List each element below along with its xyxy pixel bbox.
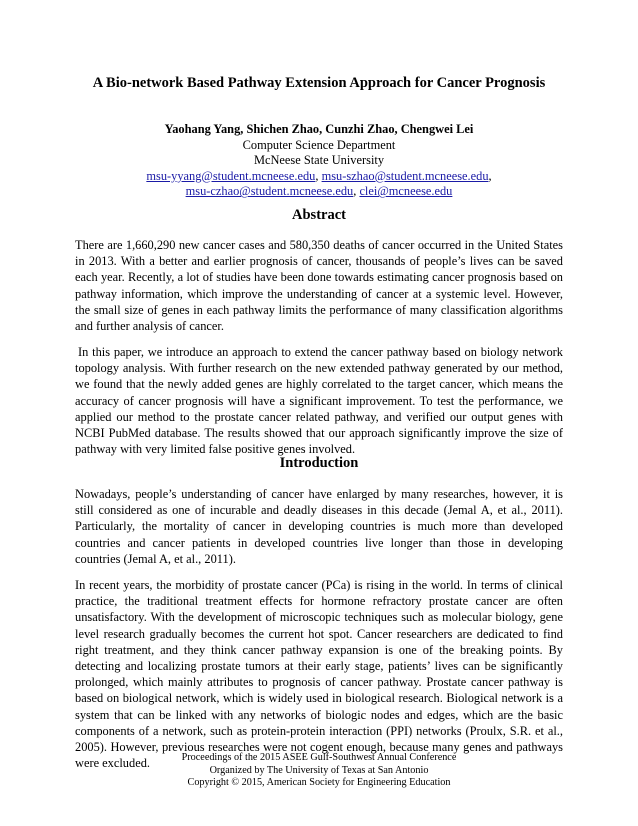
introduction-paragraph: Nowadays, people’s understanding of cancer have enlarged by many researches, however, it is still considered as one of incurable and deadly diseases in this decade (Jemal A, et al., 2011). Particularly, the mortality of cancer in developing countries is much more than developed countries and cancer patients in developed countries live longer than those in developing countries (Jemal A, et al., 2011).: [75, 487, 563, 566]
paper-title: A Bio-network Based Pathway Extension Approach for Cancer Prognosis: [92, 75, 546, 91]
abstract-paragraph: In this paper, we introduce an approach to extend the cancer pathway based on biology network topology analysis. With further research on the new extended pathway generated by our method, we found that the newly added genes are highly correlated to the target cancer, which means the accuracy of cancer prognosis will have a significant improvement. To test the performance, we applied our method to the prostate cancer related pathway, and verified our output genes with NCBI PubMed database. The results showed that our approach significantly improve the size of pathway with very limited false positive genes involved.: [75, 345, 563, 457]
department: Computer Science Department: [242, 137, 396, 152]
email-link[interactable]: msu-szhao@student.mcneese.edu: [321, 168, 489, 183]
email-line-1: msu-yyang@student.mcneese.edu, msu-szhao@student.mcneese.edu,: [146, 168, 492, 183]
author-block: [0, 122, 638, 200]
footer-organizer: Organized by The University of Texas at San Antonio: [209, 764, 429, 776]
footer-copyright: Copyright © 2015, American Society for Engineering Education: [187, 777, 451, 789]
email-line-2: msu-czhao@student.mcneese.edu, clei@mcneese.edu: [185, 184, 453, 199]
introduction-paragraph: In recent years, the morbidity of prostate cancer (PCa) is rising in the world. In terms of clinical practice, the traditional treatment effects for hormone refractory prostate cancer are often unsatisfactory. With the development of microscopic techniques such as molecular biology, gene level research gradually becomes the current hot spot. Cancer researchers are dedicated to find right treatment, and they think cancer pathway expansion is one of the breaking points. By detecting and localizing prostate tumors at their early stage, patients’ lives can be significantly prolonged, which mainly attributes to prognosis of cancer pathway. Prostate cancer pathway is based on biological network, which is widely used in biological research. Biological network is a system that can be linked with any networks of biologic nodes and edges, which are the basic components of a network, such as protein-protein interaction (PPI) networks (Proulx, S.R. et al., 2005). However, previous researches were not cogent enough, because many genes and pathways were excluded.: [75, 578, 563, 771]
abstract-paragraph: There are 1,660,290 new cancer cases and 580,350 deaths of cancer occurred in the United States in 2013. With a better and earlier prognosis of cancer, thousands of people’s lives can be saved each year. Recently, a lot of studies have been done towards estimating cancer prognosis based on pathway information, which improve the understanding of cancer at a systemic level. However, the small size of genes in each pathway limits the performance of many classification algorithms and further analysis of cancer.: [75, 238, 563, 334]
university: McNeese State University: [253, 153, 385, 168]
abstract-heading: Abstract: [292, 207, 346, 223]
email-link[interactable]: msu-yyang@student.mcneese.edu: [146, 168, 316, 183]
footer-proceedings: Proceedings of the 2015 ASEE Gulf-Southwest Annual Conference: [181, 752, 457, 763]
author-names: Yaohang Yang, Shichen Zhao, Cunzhi Zhao, Chengwei Lei: [164, 122, 474, 136]
introduction-heading: Introduction: [279, 455, 359, 471]
email-link[interactable]: clei@mcneese.edu: [359, 184, 453, 199]
page-footer: [0, 752, 638, 790]
email-link[interactable]: msu-czhao@student.mcneese.edu: [185, 184, 354, 199]
